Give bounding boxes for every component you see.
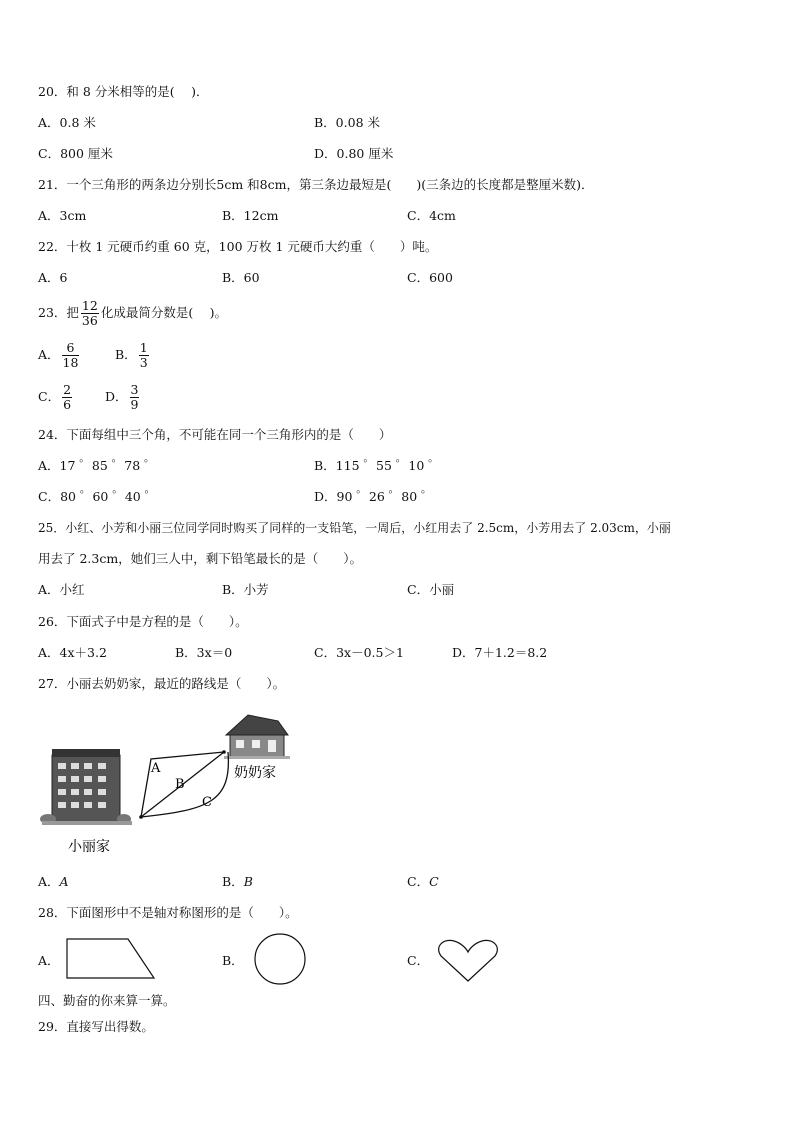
q23-b-num: 1 xyxy=(139,340,148,355)
q23-b-den: 3 xyxy=(139,355,148,370)
q23-option-c xyxy=(38,382,74,412)
question-25-line-2: 用去了 2.3cm，她们三人中，剩下铅笔最长的是（ ）。 xyxy=(38,551,362,566)
q23-suffix: 化成最简分数是( )。 xyxy=(100,305,228,320)
q24-option-c: C．80 ゜60 ゜40 ゜ xyxy=(38,489,158,504)
q27-option-b xyxy=(222,874,253,890)
q28-option-b-label: B． xyxy=(222,953,244,968)
route-a-label: A xyxy=(151,761,161,776)
q23-frac-num: 12 xyxy=(81,298,98,313)
q26-option-a: A．4x＋3.2 xyxy=(38,645,107,660)
question-23 xyxy=(38,298,227,328)
q20-option-c: C．800 厘米 xyxy=(38,146,113,161)
q27-option-a-value: A xyxy=(59,874,69,889)
xiaoli-home-label: 小丽家 xyxy=(68,839,110,855)
q27-option-a-label: A． xyxy=(38,874,60,889)
question-25-line-1: 25．小红、小芳和小丽三位同学同时购买了同样的一支铅笔，一周后，小红用去了 2.5cm，小芳用去了 2.03cm，小丽 xyxy=(38,521,671,535)
q23-option-a-label: A． xyxy=(38,347,60,362)
q27-option-c xyxy=(407,874,439,890)
circle-shape xyxy=(252,932,308,986)
question-21: 21．一个三角形的两条边分别长5cm 和8cm，第三条边最短是( )(三条边的长度都是整厘米数)． xyxy=(38,177,594,192)
q23-option-b-fraction xyxy=(139,341,149,370)
question-29: 29．直接写出得数。 xyxy=(38,1019,154,1034)
q23-fraction xyxy=(81,299,99,328)
q23-a-den: 18 xyxy=(62,355,79,370)
q26-option-c: C．3x－0.5＞1 xyxy=(314,645,404,660)
q23-option-d xyxy=(105,382,141,412)
trapezoid-shape xyxy=(64,936,158,982)
q20-option-a: A．0.8 米 xyxy=(38,115,96,130)
q25-option-c: C．小丽 xyxy=(407,582,455,597)
q23-option-b-label: B． xyxy=(115,347,137,362)
q23-a-num: 6 xyxy=(62,341,80,356)
q27-option-c-value: C xyxy=(429,874,439,889)
question-24: 24．下面每组中三个角，不可能在同一个三角形内的是（ ） xyxy=(38,427,392,442)
q21-option-b: B．12cm xyxy=(222,208,279,223)
q27-option-b-value: B xyxy=(243,874,253,889)
question-26: 26．下面式子中是方程的是（ ）。 xyxy=(38,614,248,629)
q25-option-b: B．小芳 xyxy=(222,582,269,597)
q23-option-d-fraction xyxy=(130,383,140,412)
q23-option-b xyxy=(115,340,151,370)
q21-option-a: A．3cm xyxy=(38,208,87,223)
q22-option-c: C．600 xyxy=(407,270,453,285)
q27-option-b-label: B． xyxy=(222,874,244,889)
route-b-label: B xyxy=(175,777,185,792)
q20-option-d: D．0.80 厘米 xyxy=(314,146,394,161)
apartment-building-icon xyxy=(40,749,132,825)
question-22: 22．十枚 1 元硬币约重 60 克，100 万枚 1 元硬币大约重（ ）吨。 xyxy=(38,239,438,254)
q26-option-b: B．3x＝0 xyxy=(175,645,233,660)
q20-option-b: B．0.08 米 xyxy=(314,115,380,130)
q23-prefix: 23．把 xyxy=(38,305,79,320)
q28-option-c-label: C． xyxy=(407,953,430,968)
heart-shape xyxy=(436,938,500,984)
question-27: 27．小丽去奶奶家，最近的路线是（ ）。 xyxy=(38,676,286,691)
q25-option-a: A．小红 xyxy=(38,582,85,597)
q23-frac-den: 36 xyxy=(81,313,98,328)
q22-option-b: B．60 xyxy=(222,270,260,285)
q27-option-a xyxy=(38,874,69,890)
q23-option-d-label: D． xyxy=(105,389,128,404)
q24-option-a: A．17 ゜85 ゜78 ゜ xyxy=(38,458,157,473)
grandma-home-label: 奶奶家 xyxy=(234,765,276,781)
start-point xyxy=(139,815,143,819)
q23-d-den: 9 xyxy=(130,397,139,412)
q23-option-a-fraction xyxy=(62,341,80,370)
q23-d-num: 3 xyxy=(130,382,139,397)
section-4-heading: 四、勤奋的你来算一算。 xyxy=(38,993,176,1008)
house-icon xyxy=(224,715,290,759)
q23-c-den: 6 xyxy=(63,397,72,412)
q21-option-c: C．4cm xyxy=(407,208,456,223)
q23-option-c-fraction xyxy=(62,383,72,412)
q23-option-c-label: C． xyxy=(38,389,61,404)
q24-option-d: D．90 ゜26 ゜80 ゜ xyxy=(314,489,434,504)
q26-option-d: D．7＋1.2＝8.2 xyxy=(452,645,548,660)
q24-option-b: B．115 ゜55 ゜10 ゜ xyxy=(314,458,441,473)
q23-c-num: 2 xyxy=(63,382,72,397)
q28-option-a-label: A． xyxy=(38,953,60,968)
route-c-label: C xyxy=(202,795,212,810)
question-28: 28．下面图形中不是轴对称图形的是（ ）。 xyxy=(38,905,298,920)
end-point xyxy=(222,750,226,754)
q27-option-c-label: C． xyxy=(407,874,430,889)
question-20: 20．和 8 分米相等的是( )． xyxy=(38,84,209,99)
q22-option-a: A．6 xyxy=(38,270,68,285)
route-map-figure xyxy=(38,705,298,860)
q23-option-a xyxy=(38,340,81,370)
